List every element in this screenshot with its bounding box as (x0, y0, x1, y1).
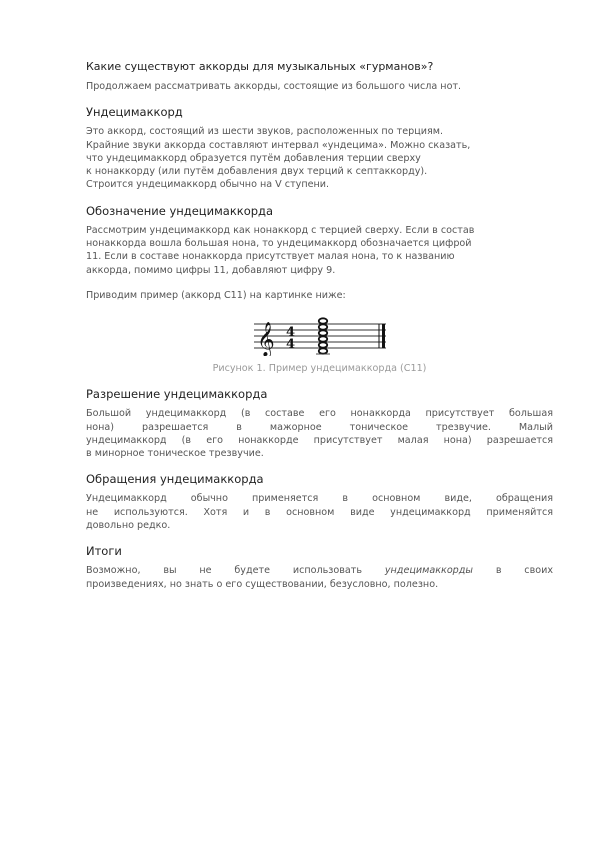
heading-resolution: Разрешение ундецимаккорда (86, 387, 268, 402)
figure-chord-c11 (86, 316, 553, 356)
text-line: довольно редко. (86, 520, 171, 532)
barline-thick (382, 324, 385, 348)
document-page (86, 60, 553, 591)
text-line: Большой ундецимаккорд (в составе его нонаккорда присутствует большая (86, 408, 553, 420)
paragraph-notation (86, 224, 553, 277)
intro-paragraph: Продолжаем рассматривать аккорды, состоящие из большого числа нот. (86, 81, 462, 92)
chord-note (318, 349, 326, 354)
text-line: 11. Если в составе нонаккорда присутствует малая нона, то к названию (86, 251, 455, 263)
emphasis-term: ундецимаккорды (384, 565, 473, 577)
chord-note (318, 331, 326, 336)
text-line: ундецимаккорд (в его нонаккорде присутствует малая нона) разрешается (86, 434, 553, 446)
time-signature-top: 4 (285, 325, 295, 341)
text-line: к нонаккорду (или путём добавления двух терций к септаккорду). (86, 166, 428, 178)
text-run: Возможно, вы не будете использовать (86, 565, 385, 577)
text-line: не используются. Хотя и в основном виде ундецимаккорд применяйтся (86, 506, 553, 518)
chord-note (318, 325, 326, 330)
paragraph-example-intro: Приводим пример (аккорд C11) на картинке ниже: (86, 289, 346, 301)
text-line: Ундецимаккорд обычно применяется в основном виде, обращения (86, 493, 553, 505)
paragraph-resolution (86, 407, 553, 460)
text-line: произведениях, но знать о его существовании, безусловно, полезно. (86, 578, 439, 590)
text-line: что ундецимаккорд образуется путём добавления терции сверху (86, 152, 421, 164)
chord-note (318, 337, 326, 342)
music-staff-image (252, 316, 388, 356)
treble-clef-icon: 𝄞 (256, 322, 275, 357)
text-line: нонаккорда вошла большая нона, то ундецимаккорд обозначается цифрой (86, 238, 472, 250)
time-signature-bottom: 4 (285, 337, 295, 353)
document-title: Какие существуют аккорды для музыкальных «гурманов»? (86, 60, 434, 73)
paragraph-definition (86, 125, 553, 191)
text-line: нона) разрешается в мажорное тоническое трезвучие. Малый (86, 421, 553, 433)
paragraph-inversions (86, 492, 553, 532)
heading-notation: Обозначение ундецимаккорда (86, 203, 274, 218)
text-line: аккорда, помимо цифры 11, добавляют цифру 9. (86, 264, 336, 276)
chord-note (318, 319, 326, 324)
chord-note (318, 343, 326, 348)
text-line: Это аккорд, состоящий из шести звуков, расположенных по терциям. (86, 126, 444, 138)
text-line: в минорное тоническое трезвучие. (86, 448, 264, 460)
text-run: в своих (472, 565, 554, 577)
figure-caption: Рисунок 1. Пример ундецимаккорда (C11) (212, 363, 427, 375)
heading-summary: Итоги (86, 544, 122, 559)
heading-undecimachord: Ундецимаккорд (86, 105, 183, 120)
heading-inversions: Обращения ундецимаккорда (86, 472, 264, 487)
text-line: Строится ундецимаккорд обычно на V ступени. (86, 179, 330, 191)
text-line: Крайние звуки аккорда составляют интервал «ундецима». Можно сказать, (86, 139, 471, 151)
paragraph-summary (86, 564, 553, 591)
text-line: Рассмотрим ундецимаккорд как нонаккорд с терцией сверху. Если в состав (86, 224, 475, 236)
text-line (86, 564, 553, 577)
